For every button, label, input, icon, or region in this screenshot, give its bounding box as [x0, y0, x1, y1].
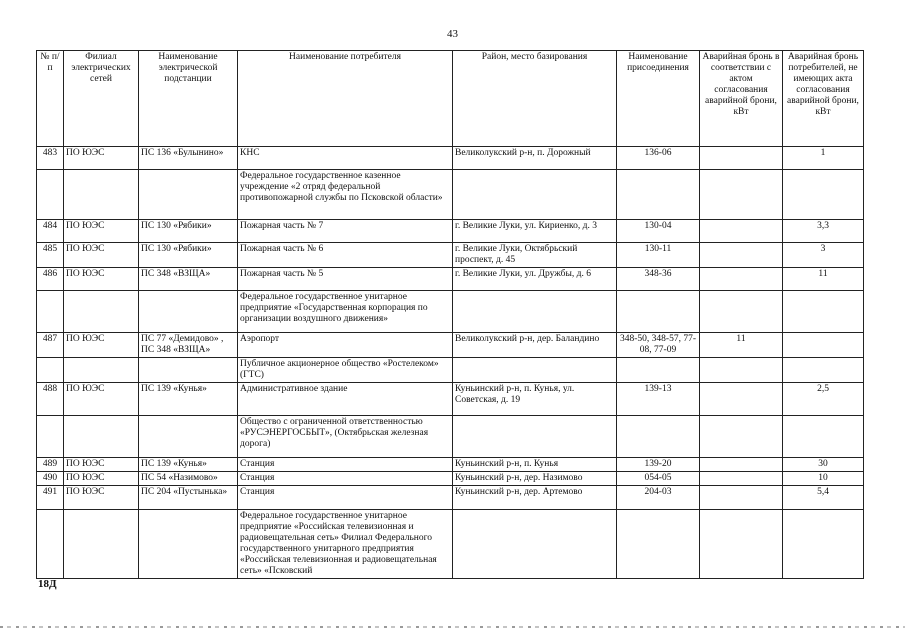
row-consumer: Пожарная часть № 7: [238, 220, 453, 243]
row-consumer: Пожарная часть № 6: [238, 243, 453, 268]
row-number: [37, 358, 64, 383]
row-branch: ПО ЮЭС: [64, 268, 139, 291]
row-consumer: Общество с ограниченной ответственностью «РУСЭНЕРГОСБЫТ», (Октябрьская железная дорога): [238, 416, 453, 458]
row-connection: [617, 416, 700, 458]
row-branch: ПО ЮЭС: [64, 220, 139, 243]
footer-mark: 18Д: [38, 578, 57, 590]
row-reserve-no-act: [783, 170, 864, 220]
row-branch: [64, 358, 139, 383]
row-reserve-no-act: [783, 358, 864, 383]
header-reserve-no-act: Аварийная бронь потребителей, не имеющих акта согласования аварийной брони, кВт: [783, 51, 864, 147]
row-connection: [617, 358, 700, 383]
row-branch: [64, 416, 139, 458]
table-row: [37, 147, 864, 170]
row-number: 489: [37, 458, 64, 472]
row-connection: 139-13: [617, 383, 700, 416]
scan-artifact-line: [0, 626, 905, 628]
row-reserve-act: [700, 358, 783, 383]
row-consumer: Федеральное государственное унитарное предприятие «Государственная корпорация по организации воздушного движения»: [238, 291, 453, 333]
row-reserve-act: [700, 170, 783, 220]
row-reserve-no-act: 10: [783, 472, 864, 486]
row-reserve-act: [700, 147, 783, 170]
table-row: [37, 243, 864, 268]
table-row: [37, 383, 864, 416]
row-consumer: КНС: [238, 147, 453, 170]
row-reserve-no-act: [783, 416, 864, 458]
emergency-reserve-table: [36, 50, 864, 579]
row-connection: 348-36: [617, 268, 700, 291]
row-district: Куньинский р-н, дер. Назимово: [453, 472, 617, 486]
row-district: [453, 170, 617, 220]
header-consumer: Наименование потребителя: [238, 51, 453, 147]
row-reserve-no-act: 11: [783, 268, 864, 291]
table-row: [37, 220, 864, 243]
row-reserve-act: [700, 458, 783, 472]
row-substation: ПС 348 «ВЗЩА»: [139, 268, 238, 291]
row-substation: ПС 139 «Кунья»: [139, 458, 238, 472]
row-district: [453, 416, 617, 458]
row-substation: [139, 358, 238, 383]
row-branch: [64, 291, 139, 333]
row-reserve-act: [700, 472, 783, 486]
row-number: 485: [37, 243, 64, 268]
row-district: Куньинский р-н, п. Кунья: [453, 458, 617, 472]
row-consumer: Станция: [238, 472, 453, 486]
row-reserve-no-act: [783, 510, 864, 579]
row-reserve-act: 11: [700, 333, 783, 358]
row-branch: ПО ЮЭС: [64, 486, 139, 510]
row-district: Куньинский р-н, дер. Артемово: [453, 486, 617, 510]
row-connection: [617, 170, 700, 220]
table-row: [37, 333, 864, 358]
row-district: Великолукский р-н, п. Дорожный: [453, 147, 617, 170]
row-reserve-act: [700, 383, 783, 416]
header-substation: Наименование электрической подстанции: [139, 51, 238, 147]
row-connection: [617, 291, 700, 333]
table-row: [37, 291, 864, 333]
row-number: [37, 416, 64, 458]
row-connection: 130-11: [617, 243, 700, 268]
row-reserve-act: [700, 268, 783, 291]
table-row: [37, 416, 864, 458]
row-reserve-no-act: 3: [783, 243, 864, 268]
row-reserve-no-act: [783, 291, 864, 333]
table-row: [37, 486, 864, 510]
row-district: [453, 291, 617, 333]
row-consumer: Станция: [238, 458, 453, 472]
row-district: г. Великие Луки, ул. Дружбы, д. 6: [453, 268, 617, 291]
row-connection: [617, 510, 700, 579]
row-substation: [139, 291, 238, 333]
table-row: [37, 458, 864, 472]
row-substation: [139, 170, 238, 220]
table-row: [37, 472, 864, 486]
header-connection: Наименование присоединения: [617, 51, 700, 147]
row-number: 488: [37, 383, 64, 416]
row-reserve-act: [700, 486, 783, 510]
row-substation: ПС 130 «Рябики»: [139, 243, 238, 268]
row-reserve-act: [700, 510, 783, 579]
row-number: [37, 291, 64, 333]
row-number: 490: [37, 472, 64, 486]
row-substation: ПС 204 «Пустынька»: [139, 486, 238, 510]
row-reserve-act: [700, 220, 783, 243]
row-reserve-no-act: 5,4: [783, 486, 864, 510]
header-number: № п/п: [37, 51, 64, 147]
row-branch: ПО ЮЭС: [64, 458, 139, 472]
row-branch: [64, 510, 139, 579]
row-connection: 348-50, 348-57, 77-08, 77-09: [617, 333, 700, 358]
row-reserve-act: [700, 243, 783, 268]
row-connection: 136-06: [617, 147, 700, 170]
row-consumer: Федеральное государственное унитарное предприятие «Российская телевизионная и радиовещательная сеть» Филиал Федерального государственного унитарного предприятия «Российская телевизионная и радиовещательная сеть» «Псковский: [238, 510, 453, 579]
table-row: [37, 510, 864, 579]
row-substation: [139, 510, 238, 579]
row-connection: 139-20: [617, 458, 700, 472]
row-consumer: Административное здание: [238, 383, 453, 416]
row-substation: ПС 77 «Демидово» , ПС 348 «ВЗЩА»: [139, 333, 238, 358]
row-district: Куньинский р-н, п. Кунья, ул. Советская, д. 19: [453, 383, 617, 416]
row-reserve-no-act: 3,3: [783, 220, 864, 243]
table-row: [37, 358, 864, 383]
row-branch: ПО ЮЭС: [64, 147, 139, 170]
row-connection: 054-05: [617, 472, 700, 486]
row-number: 487: [37, 333, 64, 358]
row-number: 483: [37, 147, 64, 170]
row-reserve-no-act: 30: [783, 458, 864, 472]
row-reserve-no-act: 2,5: [783, 383, 864, 416]
row-number: 486: [37, 268, 64, 291]
row-district: г. Великие Луки, Октябрьский проспект, д. 45: [453, 243, 617, 268]
row-branch: ПО ЮЭС: [64, 243, 139, 268]
row-substation: ПС 54 «Назимово»: [139, 472, 238, 486]
row-number: [37, 510, 64, 579]
row-number: 491: [37, 486, 64, 510]
row-district: Великолукский р-н, дер. Баландино: [453, 333, 617, 358]
row-substation: ПС 130 «Рябики»: [139, 220, 238, 243]
row-reserve-act: [700, 416, 783, 458]
header-branch: Филиал электрических сетей: [64, 51, 139, 147]
row-substation: [139, 416, 238, 458]
header-reserve-act: Аварийная бронь в соответствии с актом согласования аварийной брони, кВт: [700, 51, 783, 147]
row-district: [453, 510, 617, 579]
row-district: [453, 358, 617, 383]
row-reserve-no-act: [783, 333, 864, 358]
row-consumer: Аэропорт: [238, 333, 453, 358]
row-consumer: Пожарная часть № 5: [238, 268, 453, 291]
row-connection: 204-03: [617, 486, 700, 510]
row-substation: ПС 139 «Кунья»: [139, 383, 238, 416]
table-row: [37, 268, 864, 291]
row-number: 484: [37, 220, 64, 243]
row-branch: ПО ЮЭС: [64, 472, 139, 486]
table-header-row: [37, 51, 864, 147]
row-connection: 130-04: [617, 220, 700, 243]
row-consumer: Станция: [238, 486, 453, 510]
row-reserve-no-act: 1: [783, 147, 864, 170]
row-branch: ПО ЮЭС: [64, 333, 139, 358]
row-reserve-act: [700, 291, 783, 333]
row-district: г. Великие Луки, ул. Кириенко, д. 3: [453, 220, 617, 243]
row-consumer: Федеральное государственное казенное учреждение «2 отряд федеральной противопожарной службы по Псковской области»: [238, 170, 453, 220]
row-branch: ПО ЮЭС: [64, 383, 139, 416]
header-district: Район, место базирования: [453, 51, 617, 147]
page-number: 43: [447, 28, 458, 40]
row-substation: ПС 136 «Булынино»: [139, 147, 238, 170]
row-consumer: Публичное акционерное общество «Ростелеком» (ГТС): [238, 358, 453, 383]
table-row: [37, 170, 864, 220]
row-branch: [64, 170, 139, 220]
row-number: [37, 170, 64, 220]
